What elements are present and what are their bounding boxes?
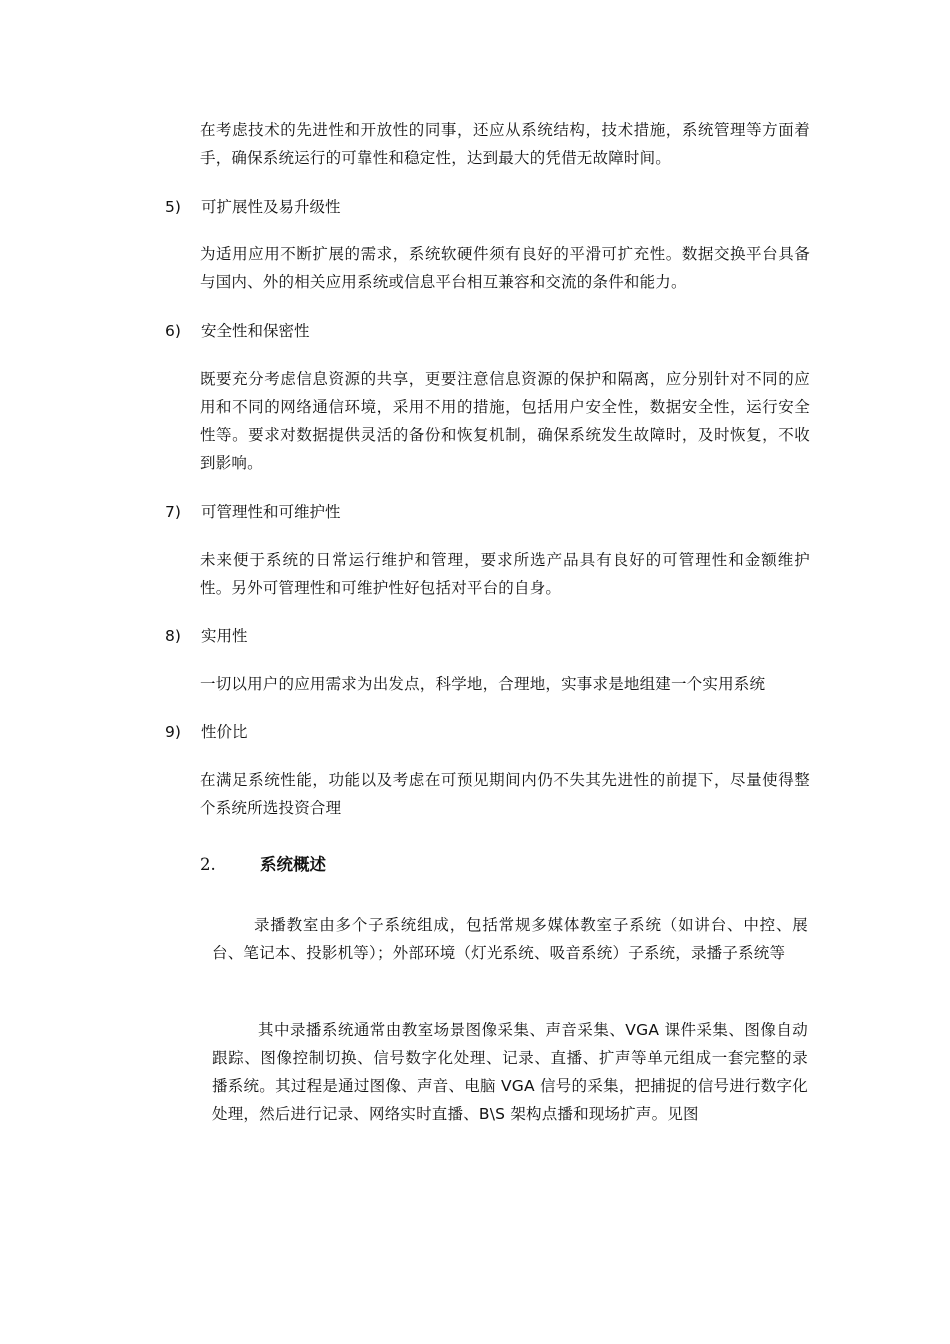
- item-7-heading: [165, 498, 341, 526]
- item-8-number: 8): [165, 627, 181, 645]
- item-9-title: 性价比: [201, 723, 248, 741]
- intro-paragraph: 在考虑技术的先进性和开放性的同事，还应从系统结构，技术措施，系统管理等方面着手，确保系统运行的可靠性和稳定性，达到最大的凭借无故障时间。: [200, 121, 810, 167]
- item-5-paragraph: 为适用应用不断扩展的需求，系统软硬件须有良好的平滑可扩充性。数据交换平台具备与国内、外的相关应用系统或信息平台相互兼容和交流的条件和能力。: [200, 245, 810, 291]
- item-8-title: 实用性: [201, 627, 248, 645]
- item-9-number: 9): [165, 723, 181, 741]
- item-6-paragraph: 既要充分考虑信息资源的共享，更要注意信息资源的保护和隔离，应分别针对不同的应用和不同的网络通信环境，采用不用的措施，包括用户安全性，数据安全性，运行安全性等。要求对数据提供灵活的备份和恢复机制，确保系统发生故障时，及时恢复，不收到影响。: [200, 370, 810, 472]
- item-5-title: 可扩展性及易升级性: [201, 198, 341, 216]
- item-8-heading: [165, 622, 248, 650]
- section-2-heading: [200, 851, 326, 879]
- item-7-paragraph: 未来便于系统的日常运行维护和管理，要求所选产品具有良好的可管理性和金额维护性。另外可管理性和可维护性好包括对平台的自身。: [200, 551, 810, 597]
- item-7-number: 7): [165, 503, 181, 521]
- section-2-number: 2.: [200, 855, 216, 874]
- overview-paragraph-1: 录播教室由多个子系统组成，包括常规多媒体教室子系统（如讲台、中控、展台、笔记本、投影机等）；外部环境（灯光系统、吸音系统）子系统，录播子系统等: [212, 916, 808, 962]
- item-8-paragraph: 一切以用户的应用需求为出发点，科学地，合理地，实事求是地组建一个实用系统: [200, 675, 766, 693]
- section-2-title: 系统概述: [260, 855, 326, 874]
- item-6-title: 安全性和保密性: [201, 322, 310, 340]
- item-7-title: 可管理性和可维护性: [201, 503, 341, 521]
- item-5-heading: [165, 193, 341, 221]
- item-6-heading: [165, 317, 310, 345]
- overview-paragraph-2: 其中录播系统通常由教室场景图像采集、声音采集、VGA 课件采集、图像自动跟踪、图像控制切换、信号数字化处理、记录、直播、扩声等单元组成一套完整的录播系统。其过程是通过图像、声音、电脑 VGA 信号的采集，把捕捉的信号进行数字化处理，然后进行记录、网络实时直播、B\S 架构点播和现场扩声。见图: [212, 1021, 808, 1123]
- item-9-heading: [165, 718, 248, 746]
- item-5-number: 5): [165, 198, 181, 216]
- item-9-paragraph: 在满足系统性能，功能以及考虑在可预见期间内仍不失其先进性的前提下，尽量使得整个系统所选投资合理: [200, 771, 810, 817]
- item-6-number: 6): [165, 322, 181, 340]
